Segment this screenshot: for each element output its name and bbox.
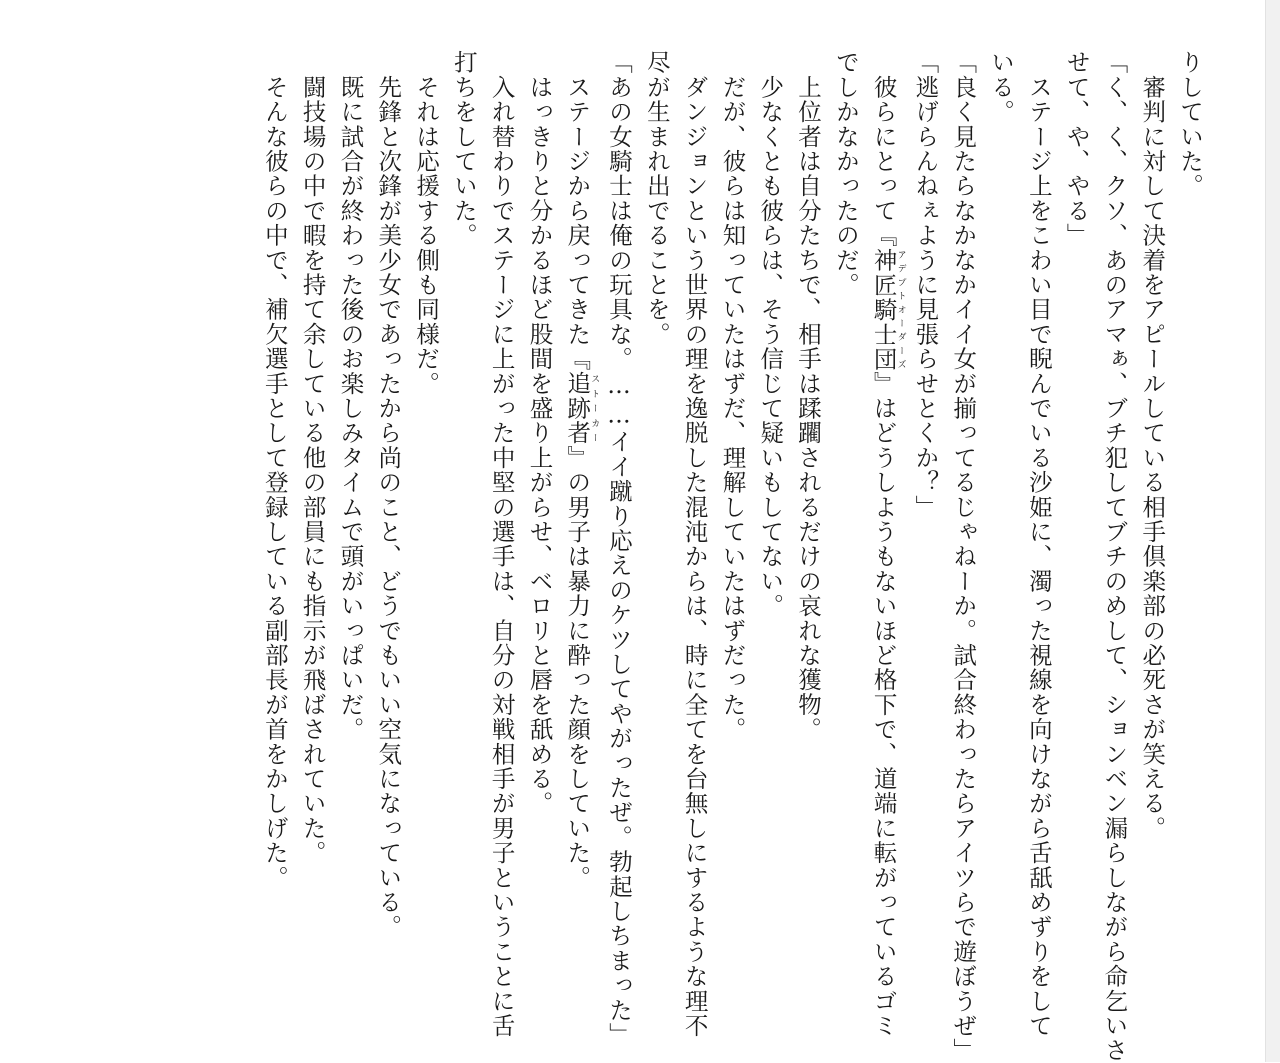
text-segment: 』の男子は暴力に酔った顔をしていた。 [563,445,592,890]
ruby-base: 追跡者 [563,371,592,446]
vertical-text-body [255,50,1208,1063]
text-line: 「逃げらんねぇように見張らせとくか？」 [911,50,940,520]
text-line: それは応援する側も同様だ。 [412,50,441,396]
text-line: 審判に対して決着をアピールしている相手倶楽部の必死さが笑える。 [1138,50,1167,841]
text-line: りしていた。 [1176,50,1204,199]
text-line: でしかなかったのだ。 [831,50,860,297]
page-edge [1265,0,1280,1062]
text-line: 上位者は自分たちで、相手は蹂躙されるだけの哀れな獲物。 [794,50,823,742]
text-line-with-ruby [557,50,599,980]
ruby-annotation [869,247,906,372]
text-line: ステージ上をこわい目で睨んでいる沙姫に、濁った視線を向けながら舌舐めずりをして [1024,50,1053,1038]
text-line: はっきりと分かるほど股間を盛り上がらせ、ベロリと唇を舐める。 [525,50,554,816]
text-line: そんな彼らの中で、補欠選手として登録している副部長が首をかしげた。 [260,50,289,890]
text-line: 闘技場の中で暇を持て余している他の部員にも指示が飛ばされていた。 [298,50,327,866]
text-line: 打ちをしていた。 [449,50,478,248]
ruby-reading: アデプトオーダーズ [895,247,906,372]
text-line: 少なくとも彼らは、そう信じて疑いもしてない。 [756,50,785,619]
text-line: だが、彼らは知っていたはずだ、理解していたはずだった。 [718,50,747,742]
ruby-reading: ストーカー [589,371,600,446]
ruby-annotation [563,371,600,446]
ruby-base: 神匠騎士団 [869,247,898,372]
text-line: せて、や、やる」 [1062,50,1091,248]
text-segment: 彼らにとって『 [869,50,898,248]
text-line: いる。 [987,50,1016,125]
text-line-with-ruby [864,50,906,1039]
text-segment: 』はどうしようもないほど格下で、道端に転がっているゴミ [869,371,898,1039]
text-line: 「あの女騎士は俺の玩具な。……イイ蹴り応えのケツしてやがったぜ。勃起しちまった」 [605,50,634,1047]
text-line: 先鋒と次鋒が美少女であったから尚のこと、どうでもいい空気になっている。 [374,50,403,940]
text-line: 既に試合が終わった後のお楽しみタイムで頭がいっぱいだ。 [336,50,365,742]
text-segment: ステージから戻ってきた『 [563,50,592,372]
text-line: 尽が生まれ出でることを。 [642,50,671,347]
text-line: ダンジョンという世界の理を逸脱した混沌からは、時に全てを台無しにするような理不 [680,50,709,1038]
text-line: 入れ替わりでステージに上がった中堅の選手は、自分の対戦相手が男子ということに舌 [487,50,516,1038]
text-line: 「く、く、クソ、あのアマぁ、ブチ犯してブチのめして、ションベン漏らしながら命乞いさ [1100,50,1129,1063]
text-line: 「良く見たらなかなかイイ女が揃ってるじゃねーか。試合終わったらアイツらで遊ぼうぜ」 [949,50,978,1063]
